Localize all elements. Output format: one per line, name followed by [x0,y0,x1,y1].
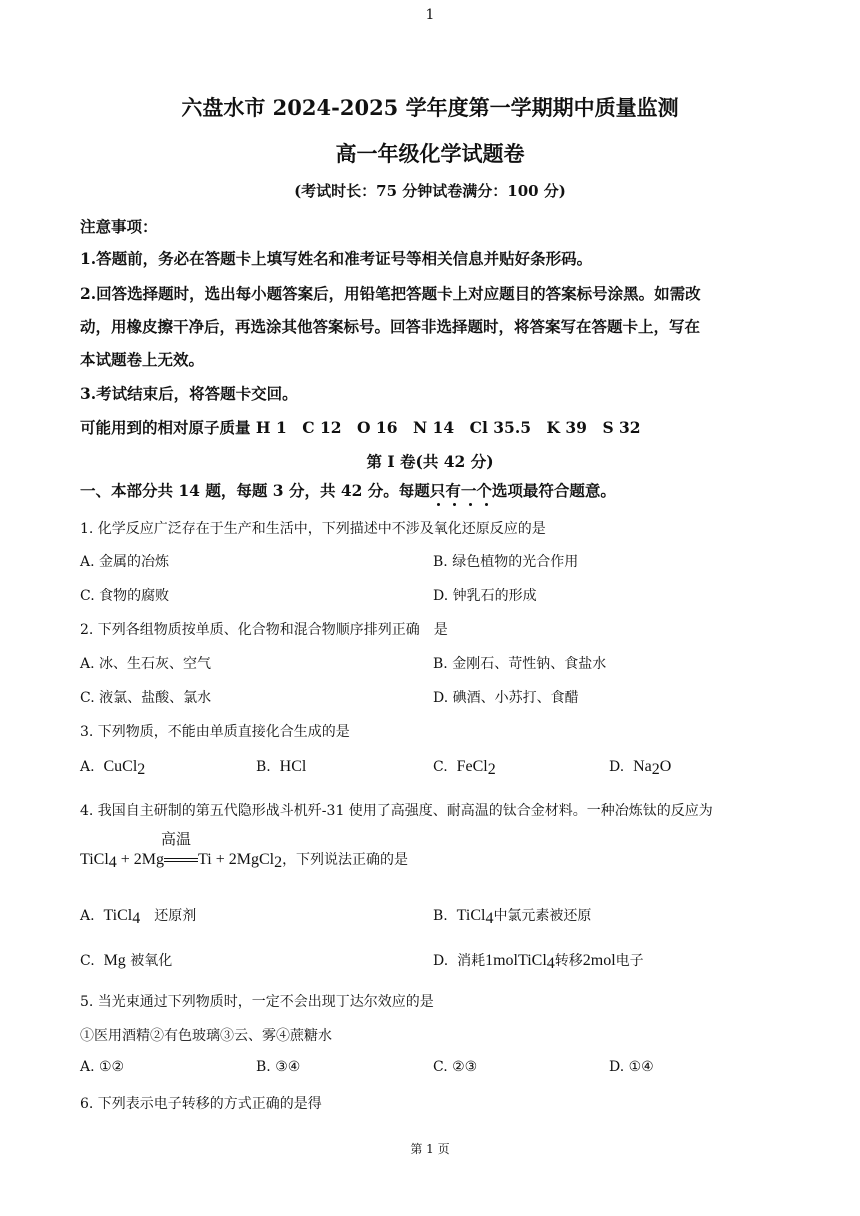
question-4-option-d: D. 消耗1molTiCl$_4$转移2mol电子 [433,952,644,972]
question-2-option-c: C. 液氯、盐酸、氯水 [80,690,212,706]
question-5-option-d: D. ①④ [609,1059,654,1075]
question-2-option-a: A. 冰、生石灰、空气 [80,656,212,672]
atomic-masses: 可能用到的相对原子质量 H 1 C 12 O 16 N 14 Cl 35.5 K 39 S 32 [80,418,641,437]
notes-item-2-line-1: 2.回答选择题时，选出每小题答案后，用铅笔把答题卡上对应题目的答案标号涂黑。如需改 [80,284,701,303]
page-footer: 第 1 页 [410,1142,450,1156]
question-3-option-b: B. HCl [256,758,307,775]
question-4-option-a: A. TiCl$_4$ 还原剂 [80,907,197,927]
question-3-option-c: C. FeCl$_2$ [433,758,496,778]
question-6-stem: 6. 下列表示电子转移的方式正确的是得 [80,1096,322,1112]
question-5-option-c: C. ②③ [433,1059,478,1075]
question-2-option-b: B. 金刚石、苛性钠、食盐水 [433,656,607,672]
question-2-option-d: D. 碘酒、小苏打、食醋 [433,690,579,706]
section-instruction: 一、本部分共 14 题，每题 3 分，共 42 分。每题只有一个 选项最符合题意。 [80,479,616,501]
question-5-stem: 5. 当光束通过下列物质时，一定不会出现丁达尔效应的是 [80,994,434,1010]
exam-title: 六盘水市 2024-2025 学年度第一学期期中质量监测 [181,95,679,120]
notes-item-3: 3.考试结束后，将答题卡交回。 [80,384,298,403]
exam-subtitle: 高一年级化学试题卷 [335,141,525,166]
section-heading: 第 I 卷(共 42 分) [366,452,494,471]
question-5-option-a: A. ①② [80,1059,125,1075]
question-3-option-d: D. $Na_2O$ [609,758,672,778]
question-5-items: ①医用酒精②有色玻璃③云、雾④蔗糖水 [80,1028,332,1044]
question-4-option-c: C. Mg 被氧化 [80,952,173,969]
question-3-option-a: A. CuCl$_2$ [80,758,146,778]
exam-duration-info: (考试时长：75 分钟试卷满分：100 分) [294,182,566,200]
question-5-option-b: B. ③④ [256,1059,301,1075]
question-4-stem: 4. 我国自主研制的第五代隐形战斗机歼-31 使用了高强度、耐高温的钛合金材料。一种冶炼钛的反应为 [80,803,713,819]
question-4-equation: TiCl$_4$ + 2Mg 高温 Ti + 2MgCl$_2$，下列说法正确的是 [80,830,409,871]
question-2-stem: 2. 下列各组物质按单质、化合物和混合物顺序排列正确 是 [80,622,448,638]
notes-item-2-line-2: 动，用橡皮擦干净后，再选涂其他答案标号。回答非选择题时，将答案写在答题卡上，写在 [80,317,701,336]
notes-item-1: 1.答题前，务必在答题卡上填写姓名和准考证号等相关信息并贴好条形码。 [80,249,593,268]
question-1-stem: 1. 化学反应广泛存在于生产和生活中，下列描述中不涉及氧化还原反应的是 [80,521,546,537]
emphasis-text: 只有一个 [430,481,492,500]
notes-item-2-line-3: 本试题卷上无效。 [80,350,205,369]
question-3-stem: 3. 下列物质，不能由单质直接化合生成的是 [80,724,350,740]
question-1-option-d: D. 钟乳石的形成 [433,588,537,604]
question-1-option-b: B. 绿色植物的光合作用 [433,554,579,570]
question-1-option-a: A. 金属的冶炼 [80,554,170,570]
question-1-option-c: C. 食物的腐败 [80,588,170,604]
page-number-top: 1 [425,7,435,23]
reaction-arrow: 高温 [164,852,198,868]
notes-heading: 注意事项： [80,217,158,236]
question-4-option-b: B. TiCl$_4$中氯元素被还原 [433,907,592,927]
